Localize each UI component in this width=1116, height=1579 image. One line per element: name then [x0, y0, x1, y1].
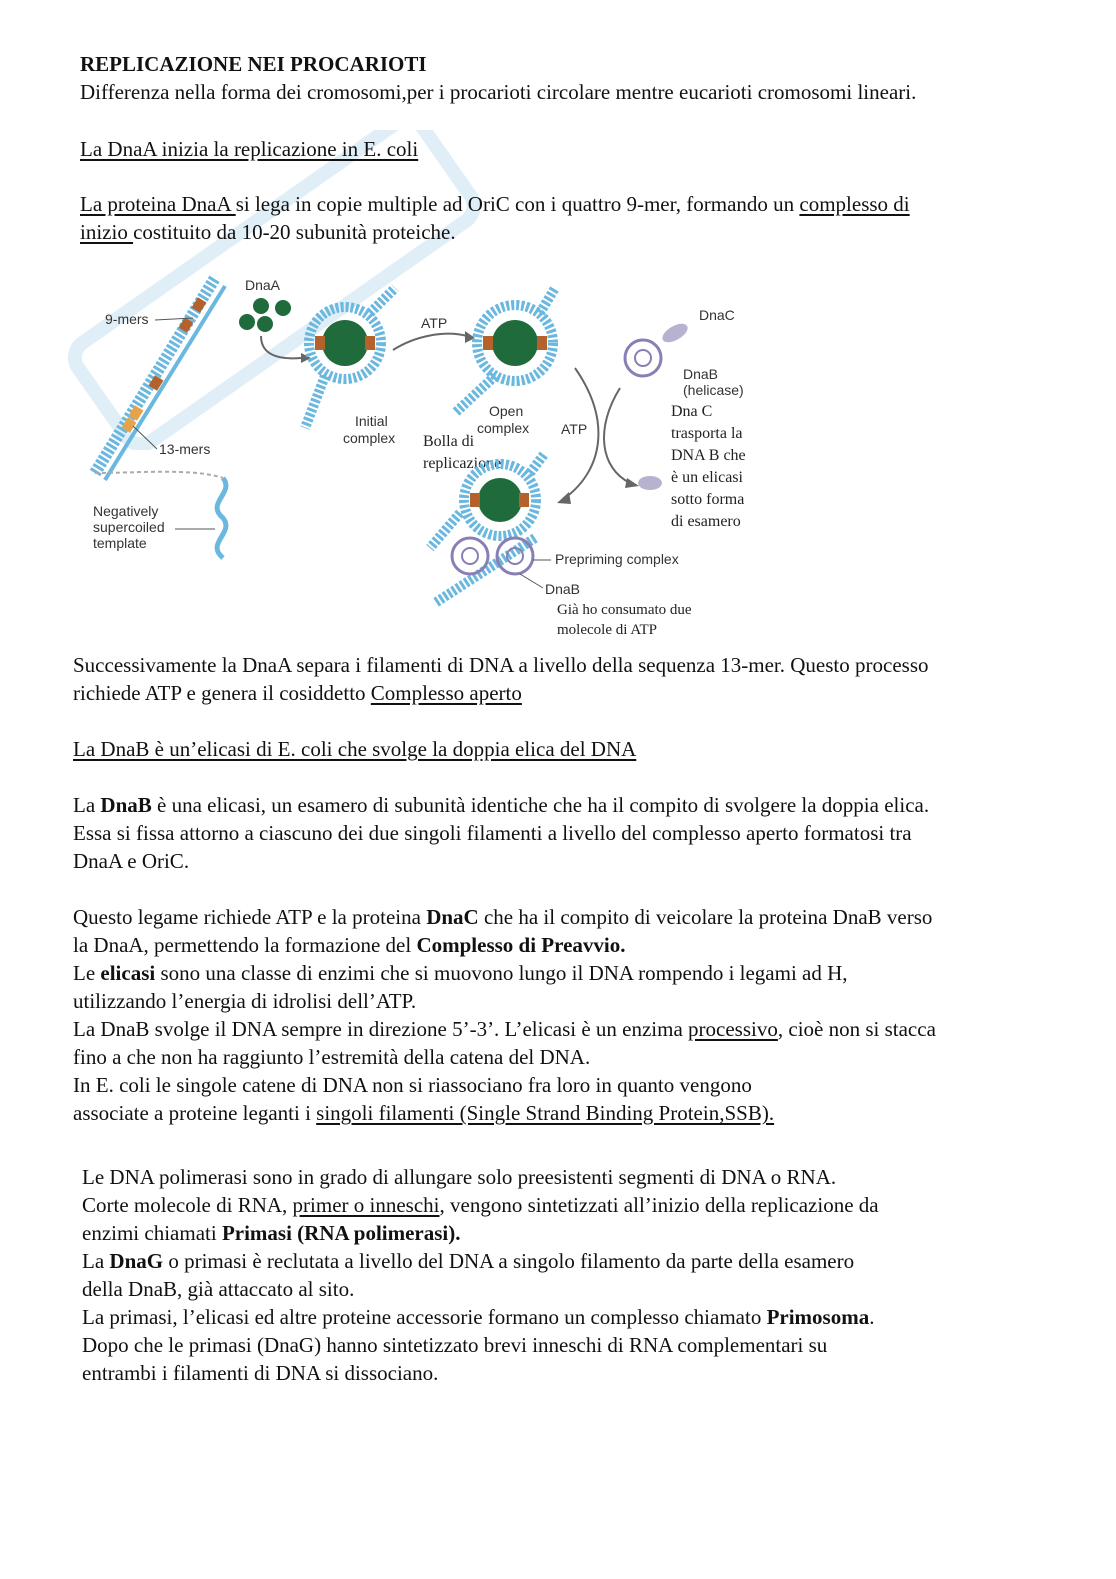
paragraph-ssb-line2: associate a proteine leganti i singoli filamenti (Single Strand Binding Protein,SSB).	[73, 1101, 775, 1125]
paragraph-dnac-line1: Questo legame richiede ATP e la proteina DnaC che ha il compito di veicolare la proteina DnaB verso	[73, 905, 933, 929]
label-template: template	[93, 535, 147, 551]
label-13mers: 13-mers	[159, 441, 211, 457]
label-molecole-atp: molecole di ATP	[557, 622, 657, 638]
label-dnab-bottom: DnaB	[545, 581, 581, 597]
dnaa-protein	[253, 298, 269, 314]
section-title-dnaa: La DnaA inizia la replicazione in E. coli	[80, 137, 419, 161]
paragraph-dnab-line1: La DnaB è una elicasi, un esamero di subunità identiche che ha il compito di svolgere la doppia elica.	[73, 793, 930, 817]
dnab-ring-1	[452, 538, 488, 574]
label-open-complex: complex	[477, 420, 530, 436]
section-title-dnab: La DnaB è un’elicasi di E. coli che svolge la doppia elica del DNA	[73, 737, 637, 761]
paragraph-helicase-line2: utilizzando l’energia di idrolisi dell’ATP.	[73, 989, 417, 1013]
open-complex	[455, 288, 555, 413]
paragraph-primer-line2: Corte molecole di RNA, primer o inneschi, vengono sintetizzati all’inizio della replicazione da	[82, 1193, 879, 1217]
dnab-helicase-ring	[625, 340, 661, 376]
figure-diagram	[75, 258, 795, 644]
paragraph-dissociate-line1: Dopo che le primasi (DnaG) hanno sintetizzato brevi inneschi di RNA complementari su	[82, 1333, 828, 1357]
label-9mers: 9-mers	[105, 311, 149, 327]
label-dnaa: DnaA	[245, 277, 281, 293]
paragraph-dnaa-line1: La proteina DnaA si lega in copie multiple ad OriC con i quattro 9-mer, formando un complesso di	[80, 192, 910, 216]
label-atp-2: ATP	[561, 421, 588, 437]
paragraph-dnaa-line2: inizio costituito da 10-20 subunità proteiche.	[80, 220, 456, 244]
label-negatively: Negatively	[93, 503, 159, 519]
paragraph-direction-line1: La DnaB svolge il DNA sempre in direzione 5’-3’. L’elicasi è un enzima processivo, cioè non si stacca	[73, 1017, 936, 1041]
label-dnac: DnaC	[699, 307, 735, 323]
paragraph-ssb-line1: In E. coli le singole catene di DNA non si riassociano fra loro in quanto vengono	[73, 1073, 752, 1097]
page-title: REPLICAZIONE NEI PROCARIOTI	[80, 52, 427, 76]
note-line-1: Dna C	[671, 403, 713, 420]
paragraph-dnag-line2: della DnaB, già attaccato al sito.	[82, 1277, 355, 1301]
label-initial-complex: complex	[343, 430, 396, 446]
paragraph-dnab-line2: Essa si fissa attorno a ciascuno dei due singoli filamenti a livello del complesso aperto formatosi tra	[73, 821, 912, 845]
label-dnab-top: DnaB	[683, 366, 719, 382]
initial-complex	[305, 288, 395, 428]
paragraph-open-line2: richiede ATP e genera il cosiddetto Complesso aperto	[73, 681, 522, 705]
note-line-5: sotto forma	[671, 491, 745, 508]
replication-initiation-figure	[75, 258, 795, 644]
paragraph-helicase-line1: Le elicasi sono una classe di enzimi che si muovono lungo il DNA rompendo i legami ad H,	[73, 961, 848, 985]
dnaa-protein	[239, 314, 255, 330]
label-prepriming: Prepriming complex	[555, 551, 679, 567]
intro-text: Differenza nella forma dei cromosomi,per i procarioti circolare mentre eucarioti cromosomi lineari.	[80, 80, 917, 104]
note-line-6: di esamero	[671, 513, 741, 530]
label-helicase: (helicase)	[683, 382, 744, 398]
label-supercoiled: supercoiled	[93, 519, 165, 535]
paragraph-dnac-line2: la DnaA, permettendo la formazione del Complesso di Preavvio.	[73, 933, 626, 957]
label-bolla-di: Bolla di	[423, 433, 475, 450]
label-open: Open	[489, 403, 524, 419]
dnaa-protein	[275, 300, 291, 316]
label-gia-ho: Già ho consumato due	[557, 602, 692, 618]
paragraph-primosoma: La primasi, l’elicasi ed altre proteine accessorie formano un complesso chiamato Primosoma.	[82, 1305, 875, 1329]
label-atp-1: ATP	[421, 315, 448, 331]
paragraph-primer-line1: Le DNA polimerasi sono in grado di allungare solo preesistenti segmenti di DNA o RNA.	[82, 1165, 837, 1189]
paragraph-primer-line3: enzimi chiamati Primasi (RNA polimerasi).	[82, 1221, 461, 1245]
dnaa-protein	[257, 316, 273, 332]
paragraph-dnab-line3: DnaA e OriC.	[73, 849, 190, 873]
note-line-2: trasporta la	[671, 425, 743, 442]
label-replicazione: replicazione	[423, 455, 502, 472]
paragraph-dissociate-line2: entrambi i filamenti di DNA si dissociano.	[82, 1361, 439, 1385]
paragraph-open-line1: Successivamente la DnaA separa i filamenti di DNA a livello della sequenza 13-mer. Questo processo	[73, 653, 929, 677]
label-initial: Initial	[355, 413, 388, 429]
dnac-released	[638, 476, 662, 490]
dnac-protein	[659, 320, 690, 346]
note-line-4: è un elicasi	[671, 469, 743, 486]
paragraph-direction-line2: fino a che non ha raggiunto l’estremità della catena del DNA.	[73, 1045, 591, 1069]
note-line-3: DNA B che	[671, 447, 746, 464]
prepriming-complex	[430, 453, 545, 603]
paragraph-dnag-line1: La DnaG o primasi è reclutata a livello del DNA a singolo filamento da parte della esamero	[82, 1249, 855, 1273]
